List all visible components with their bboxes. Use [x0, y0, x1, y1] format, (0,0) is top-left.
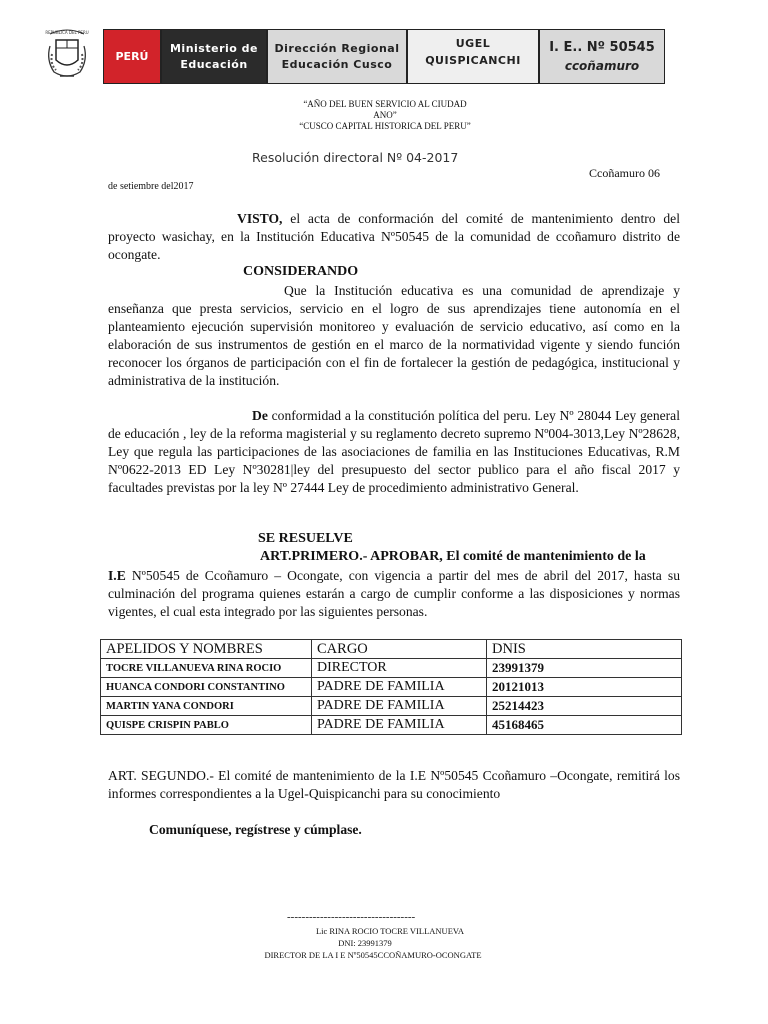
member-name: MARTIN YANA CONDORI [101, 697, 312, 716]
peru-label: PERÚ [103, 29, 161, 84]
member-dni: 25214423 [487, 697, 682, 716]
member-role: DIRECTOR [312, 659, 487, 678]
institution-label: I. E.. Nº 50545 ccoñamuro [539, 29, 665, 84]
article-one-heading: ART.PRIMERO.- APROBAR, El comité de mantenimiento de la [260, 549, 646, 564]
committee-members-table [100, 639, 682, 735]
legal-basis-text: conformidad a la constitución política del peru. Ley Nº 28044 Ley general de educación , ley de la reforma magisterial y su reglamento decreto supremo Nº004-3013,Ley Nº28628, Ley que regula las participaciones de las asociaciones de familia en las Instituciones Educativas, R.M Nº0622-2013 ED Ley Nº30281|ley del presupuesto del sector publico para el año fiscal 2017 y facultades previstas por la ley Nº 27444 Ley de procedimiento administrativo General. [108, 408, 680, 495]
member-role: PADRE DE FAMILIA [312, 678, 487, 697]
svg-text:REPUBLICA DEL PERU: REPUBLICA DEL PERU [45, 30, 89, 35]
column-header-names: APELIDOS Y NOMBRES [101, 640, 312, 659]
member-name: QUISPE CRISPIN PABLO [101, 716, 312, 735]
table-row [101, 659, 682, 678]
table-row [101, 697, 682, 716]
ugel-label: UGEL QUISPICANCHI [407, 29, 539, 84]
table-row [101, 678, 682, 697]
member-name: HUANCA CONDORI CONSTANTINO [101, 678, 312, 697]
member-role: PADRE DE FAMILIA [312, 716, 487, 735]
regional-direction-label: Dirección Regional Educación Cusco [267, 29, 407, 84]
member-dni: 20121013 [487, 678, 682, 697]
article-one-ie: I.E [108, 568, 126, 583]
article-one-paragraph [108, 567, 680, 621]
visto-paragraph [108, 210, 680, 264]
table-header-row [101, 640, 682, 659]
motto-line-2: ANO” [373, 110, 397, 120]
resolution-date: de setiembre del2017 [108, 181, 194, 192]
table-row [101, 716, 682, 735]
se-resuelve-heading: SE RESUELVE [258, 531, 353, 546]
ministry-label: Ministerio de Educación [161, 29, 267, 84]
article-one-text: Nº50545 de Ccoñamuro – Ocongate, con vigencia a partir del mes de abril del 2017, hasta su culminación del programa quienes estarán a cargo de cumplir conforme a las disposiciones y normas vigentes, el cual esta integrado por las siguientes personas. [108, 568, 680, 619]
signatory-dni: DNI: 23991379 [338, 938, 392, 948]
considerando-paragraph: Que la Institución educativa es una comunidad de aprendizaje y enseñanza que presta servicios, servicio en el logro de sus aprendizajes tiene autonomía en el planteamiento ejecución supervisión monitoreo y evaluación de servicio educativo, así como en la elaboración de sus instrumentos de gestión en el marco de la normatividad vigente y siendo función reconocer los órganos de participación con el fin de fortalecer la gestión de pedagógica, institucional y administrativa de la institución. [108, 283, 680, 388]
considerando-heading: CONSIDERANDO [243, 264, 359, 279]
column-header-role: CARGO [312, 640, 487, 659]
member-role: PADRE DE FAMILIA [312, 697, 487, 716]
signatory-name: Lic RINA ROCIO TOCRE VILLANUEVA [315, 926, 465, 936]
member-name: TOCRE VILLANUEVA RINA ROCIO [101, 659, 312, 678]
peru-coat-of-arms-icon [42, 26, 92, 86]
legal-basis-paragraph [108, 407, 680, 497]
signatory-title: DIRECTOR DE LA I E Nº50545CCOÑAMURO-OCONGATE [264, 950, 482, 960]
signature-line: ----------------------------------- [287, 911, 416, 923]
column-header-dni: DNIS [487, 640, 682, 659]
closing-formula: Comuníquese, regístrese y cúmplase. [149, 822, 362, 837]
motto-line-1: “AÑO DEL BUEN SERVICIO AL CIUDAD [303, 99, 467, 109]
visto-text: el acta de conformación del comité de mantenimiento dentro del proyecto wasichay, en la Institución Educativa Nº50545 de la comunidad de ccoñamuro distrito de ocongate. [108, 211, 680, 262]
visto-label: VISTO, [237, 211, 283, 226]
de-label: De [252, 408, 268, 423]
resolution-title: Resolución directoral Nº 04-2017 [252, 150, 459, 165]
resolution-place: Ccoñamuro 06 [589, 166, 660, 180]
motto-line-3: “CUSCO CAPITAL HISTORICA DEL PERU” [299, 121, 471, 131]
member-dni: 45168465 [487, 716, 682, 735]
article-two-paragraph: ART. SEGUNDO.- El comité de mantenimiento de la I.E Nº50545 Ccoñamuro –Ocongate, remitirá los informes correspondientes a la Ugel-Quispicanchi para su conocimiento [108, 768, 680, 801]
member-dni: 23991379 [487, 659, 682, 678]
